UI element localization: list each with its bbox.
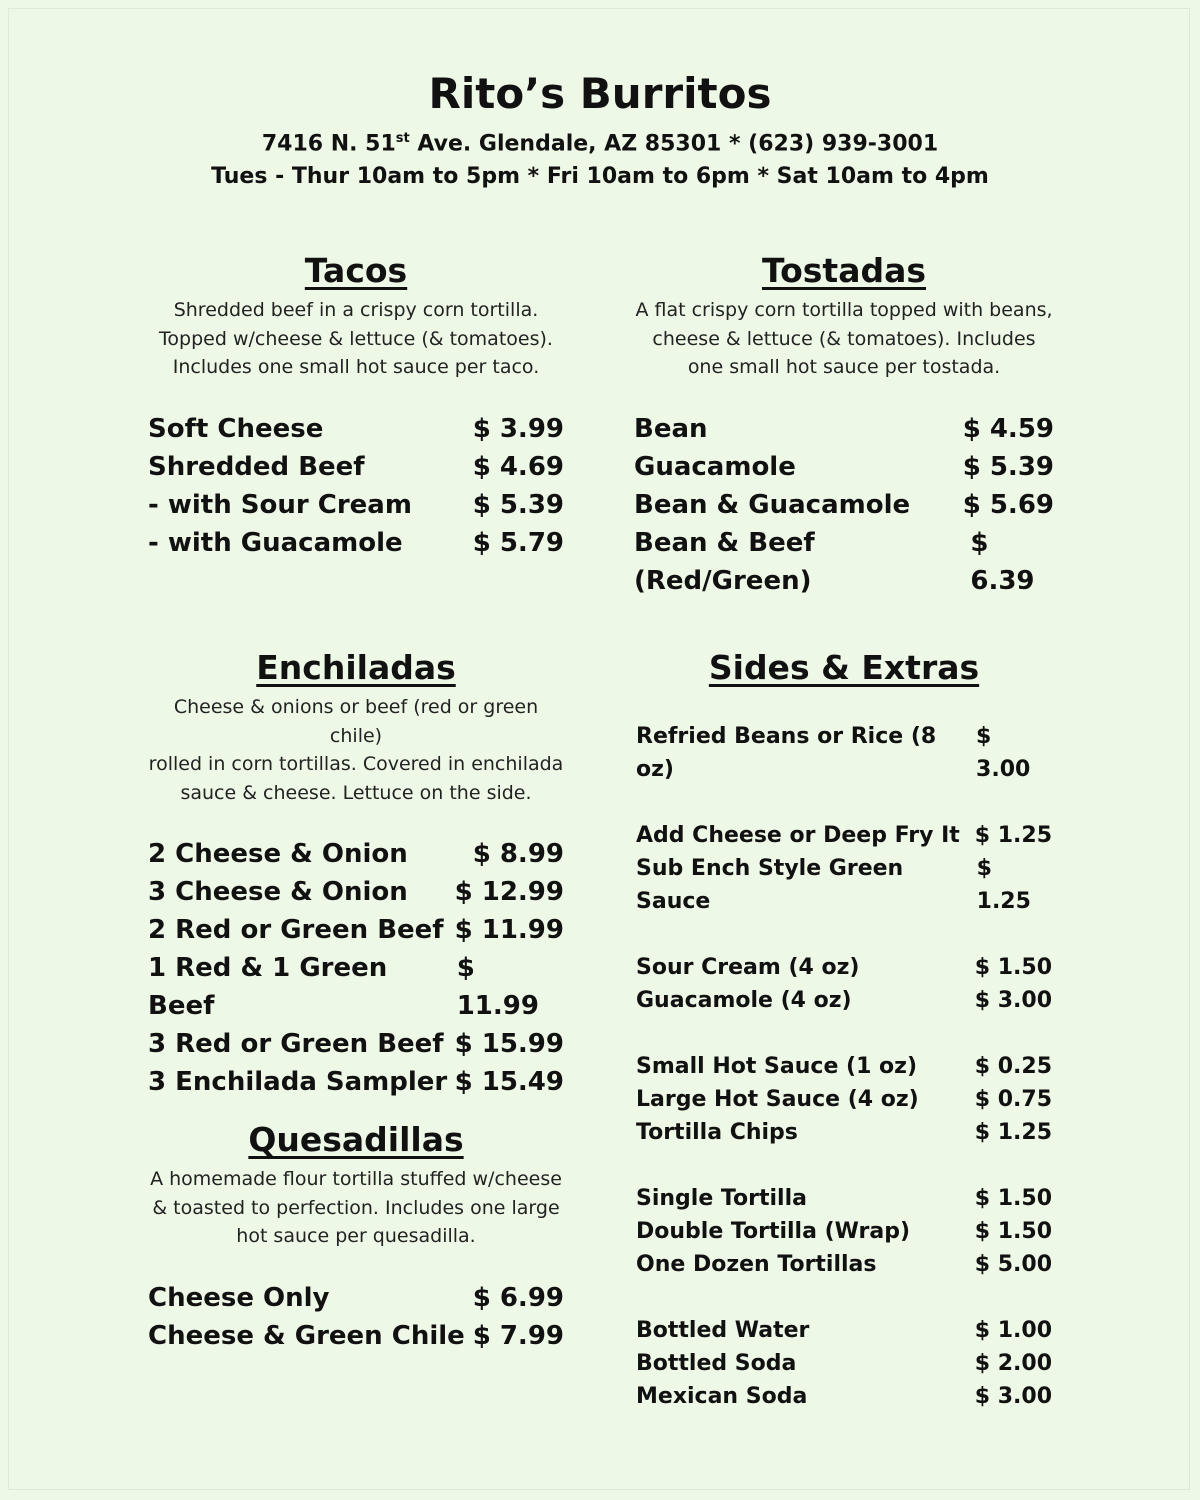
tacos-section xyxy=(148,249,564,562)
menu-item xyxy=(148,524,564,562)
menu-item xyxy=(636,1116,1052,1149)
menu-item xyxy=(636,720,1052,786)
item-price: $ 3.99 xyxy=(472,413,564,444)
description-line: Shredded beef in a crispy corn tortilla. xyxy=(173,299,539,321)
item-name: Mexican Soda xyxy=(636,1384,808,1409)
item-price: $ 1.25 xyxy=(974,823,1052,848)
menu-item-list xyxy=(148,1279,564,1355)
section-description xyxy=(634,296,1054,382)
extras-group xyxy=(636,1050,1052,1149)
address-suffix: st xyxy=(395,131,410,146)
extras-group xyxy=(636,951,1052,1017)
item-price: $ 3.00 xyxy=(976,724,1031,782)
item-name: Cheese & Green Chile xyxy=(148,1320,465,1351)
item-name: Add Cheese or Deep Fry It xyxy=(636,823,960,848)
menu-item xyxy=(636,1314,1052,1347)
item-price: $ 5.79 xyxy=(472,527,564,558)
item-price: $ 11.99 xyxy=(454,915,564,945)
menu-item xyxy=(148,410,564,448)
menu-item xyxy=(634,448,1054,486)
item-price: $ 4.59 xyxy=(962,413,1054,444)
menu-item xyxy=(634,410,1054,448)
menu-item xyxy=(148,486,564,524)
address-city-phone: Ave. Glendale, AZ 85301 * (623) 939-3001 xyxy=(409,131,939,157)
item-price: $ 5.00 xyxy=(974,1252,1052,1277)
section-title: Tostadas xyxy=(761,251,927,290)
description-line: A homemade flour tortilla stuffed w/cheese xyxy=(150,1168,562,1190)
section-title: Enchiladas xyxy=(256,648,456,687)
menu-item xyxy=(148,1279,564,1317)
item-price: $ 1.50 xyxy=(974,1219,1052,1244)
item-name: Large Hot Sauce (4 oz) xyxy=(636,1087,919,1112)
item-price: $ 3.00 xyxy=(974,988,1052,1013)
item-name: Cheese Only xyxy=(148,1282,330,1313)
menu-item xyxy=(148,1063,564,1101)
description-line: Topped w/cheese & lettuce (& tomatoes). xyxy=(159,327,553,350)
item-name: Bean xyxy=(634,413,708,444)
item-price: $ 15.49 xyxy=(454,1067,564,1097)
item-price: $ 15.99 xyxy=(454,1029,564,1059)
menu-item xyxy=(636,1248,1052,1281)
menu-item xyxy=(636,1182,1052,1215)
description-line: Includes one small hot sauce per taco. xyxy=(172,356,540,378)
item-price: $ 5.69 xyxy=(962,489,1054,520)
section-title: Sides & Extras xyxy=(708,648,980,687)
menu-item xyxy=(636,984,1052,1017)
description-line: sauce & cheese. Lettuce on the side. xyxy=(180,781,532,804)
item-name: One Dozen Tortillas xyxy=(636,1252,877,1277)
description-line: A flat crispy corn tortilla topped with beans, xyxy=(635,299,1053,321)
item-name: Sub Ench Style Green Sauce xyxy=(636,856,904,914)
extras-group xyxy=(636,720,1052,786)
item-price: $ 1.00 xyxy=(974,1318,1052,1343)
item-price: $ 11.99 xyxy=(456,953,539,1021)
item-name: 2 Red or Green Beef xyxy=(148,915,444,945)
menu-item xyxy=(148,1025,564,1063)
description-line: hot sauce per quesadilla. xyxy=(236,1225,476,1247)
item-name: Bean & Guacamole xyxy=(634,489,911,520)
item-name: 2 Cheese & Onion xyxy=(148,839,408,869)
item-price: $ 1.25 xyxy=(974,1120,1052,1145)
sides-extras-list xyxy=(636,720,1052,1446)
description-line: & toasted to perfection. Includes one large xyxy=(152,1196,560,1219)
item-price: $ 12.99 xyxy=(454,877,564,907)
item-name: Sour Cream (4 oz) xyxy=(636,955,860,980)
item-price: $ 3.00 xyxy=(974,1384,1052,1409)
item-name: Tortilla Chips xyxy=(636,1120,798,1145)
menu-header xyxy=(0,66,1200,193)
item-name: Soft Cheese xyxy=(148,413,324,444)
item-price: $ 5.39 xyxy=(962,451,1054,482)
menu-item-list xyxy=(148,835,564,1101)
item-name: Double Tortilla (Wrap) xyxy=(636,1219,911,1244)
menu-item xyxy=(636,1215,1052,1248)
menu-item xyxy=(148,949,564,1025)
sides-extras-heading xyxy=(634,646,1054,690)
tostadas-section xyxy=(634,249,1054,600)
item-name: 3 Red or Green Beef xyxy=(148,1029,444,1059)
item-price: $ 1.50 xyxy=(974,1186,1052,1211)
menu-item xyxy=(636,1083,1052,1116)
item-price: $ 1.50 xyxy=(974,955,1052,980)
item-name: - with Sour Cream xyxy=(148,489,412,520)
menu-item xyxy=(148,911,564,949)
item-name: Bottled Water xyxy=(636,1318,810,1343)
menu-item xyxy=(636,852,1052,918)
item-price: $ 0.75 xyxy=(974,1087,1052,1112)
description-line: one small hot sauce per tostada. xyxy=(687,356,1001,378)
section-description xyxy=(148,1165,564,1251)
restaurant-name: Rito’s Burritos xyxy=(428,69,772,118)
section-title: Quesadillas xyxy=(248,1120,464,1159)
menu-item xyxy=(636,1347,1052,1380)
item-name: Guacamole xyxy=(634,451,796,482)
item-price: $ 2.00 xyxy=(974,1351,1052,1376)
item-name: Guacamole (4 oz) xyxy=(636,988,852,1013)
business-hours: Tues - Thur 10am to 5pm * Fri 10am to 6pm * Sat 10am to 4pm xyxy=(211,164,989,190)
item-price: $ 6.99 xyxy=(472,1282,564,1313)
menu-item xyxy=(148,1317,564,1355)
address-street: 7416 N. 51 xyxy=(261,131,396,157)
section-title: Tacos xyxy=(304,251,408,290)
item-name: Refried Beans or Rice (8 oz) xyxy=(636,724,937,782)
menu-item xyxy=(636,1050,1052,1083)
extras-group xyxy=(636,819,1052,918)
menu-item xyxy=(636,819,1052,852)
menu-item xyxy=(148,835,564,873)
menu-item xyxy=(634,486,1054,524)
item-price: $ 0.25 xyxy=(974,1054,1052,1079)
item-price: $ 5.39 xyxy=(472,489,564,520)
extras-group xyxy=(636,1314,1052,1413)
description-line: cheese & lettuce (& tomatoes). Includes xyxy=(652,327,1036,350)
menu-item xyxy=(148,873,564,911)
menu-item xyxy=(148,448,564,486)
menu-item xyxy=(636,951,1052,984)
menu-item-list xyxy=(148,410,564,562)
item-name: Shredded Beef xyxy=(148,451,365,482)
description-line: rolled in corn tortillas. Covered in enchilada xyxy=(148,753,564,775)
item-price: $ 4.69 xyxy=(472,451,564,482)
item-price: $ 1.25 xyxy=(976,856,1031,914)
item-name: 3 Cheese & Onion xyxy=(148,877,408,907)
item-name: 3 Enchilada Sampler xyxy=(148,1067,448,1097)
enchiladas-section xyxy=(148,646,564,1101)
address-phone xyxy=(0,122,1200,160)
section-description xyxy=(148,693,564,807)
item-price: $ 8.99 xyxy=(472,839,564,869)
item-name: Small Hot Sauce (1 oz) xyxy=(636,1054,918,1079)
item-name: Bottled Soda xyxy=(636,1351,797,1376)
menu-item xyxy=(636,1380,1052,1413)
menu-item-list xyxy=(634,410,1054,600)
extras-group xyxy=(636,1182,1052,1281)
item-name: Single Tortilla xyxy=(636,1186,807,1211)
section-description xyxy=(148,296,564,382)
quesadillas-section xyxy=(148,1118,564,1355)
item-name: 1 Red & 1 Green Beef xyxy=(148,953,388,1021)
item-name: - with Guacamole xyxy=(148,527,403,558)
item-name: Bean & Beef (Red/Green) xyxy=(634,527,815,596)
item-price: $ 6.39 xyxy=(970,527,1035,596)
description-line: Cheese & onions or beef (red or green chile) xyxy=(173,696,539,747)
menu-item xyxy=(634,524,1054,600)
item-price: $ 7.99 xyxy=(472,1320,564,1351)
